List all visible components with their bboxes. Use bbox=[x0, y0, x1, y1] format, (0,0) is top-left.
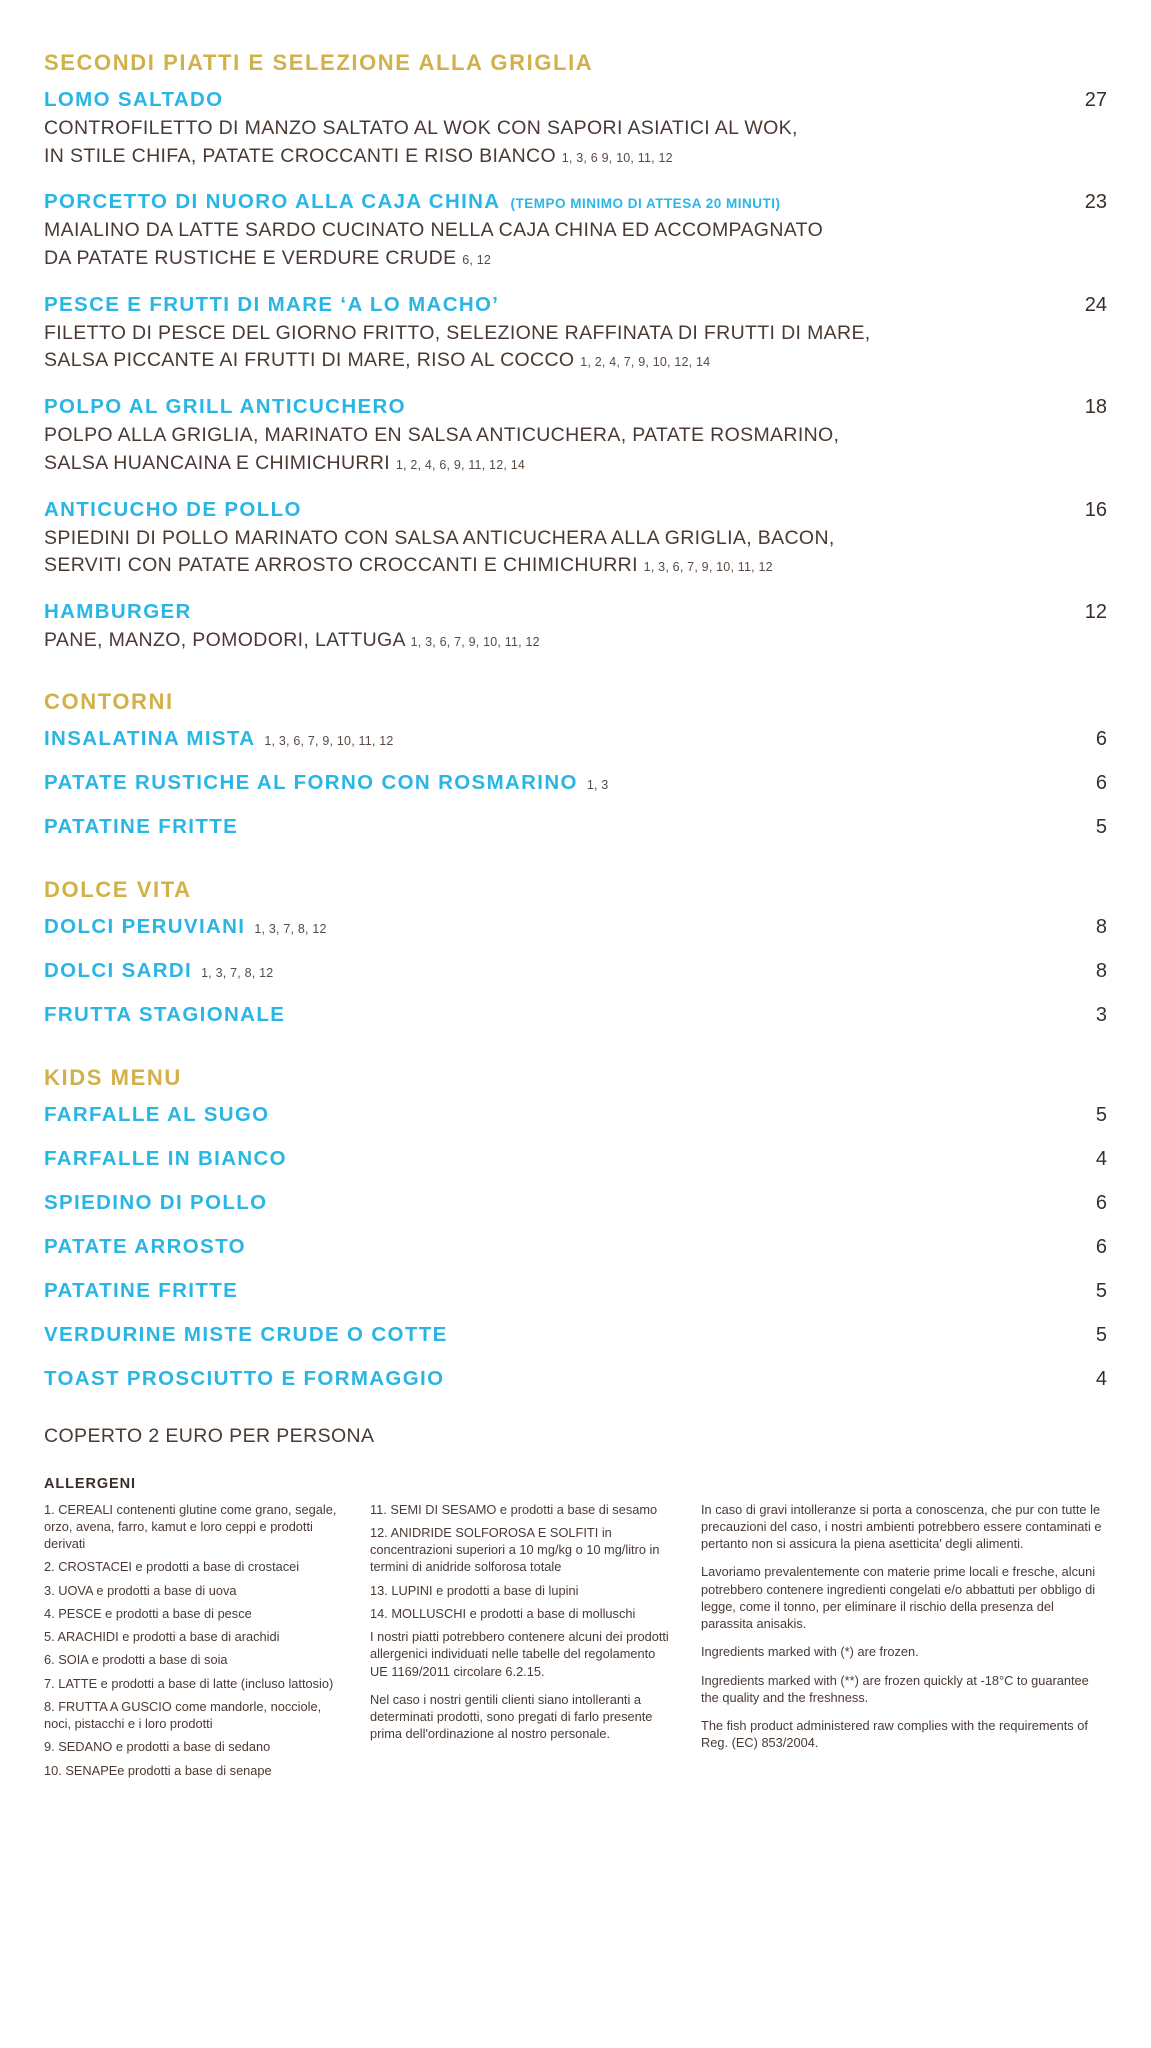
dish-headline bbox=[44, 395, 1107, 419]
section-heading-kids-menu: KIDS MENU bbox=[44, 1064, 182, 1090]
dish-headline bbox=[44, 498, 1107, 522]
allergen-entry: 11. SEMI DI SESAMO e prodotti a base di sesamo bbox=[370, 1501, 658, 1517]
menu-row-left bbox=[44, 915, 327, 939]
dish-allergens: 1, 3, 6 9, 10, 11, 12 bbox=[561, 150, 673, 165]
dish-price: 18 bbox=[1084, 396, 1107, 419]
dish-item bbox=[44, 600, 1107, 655]
menu-item-name: PATATINE FRITTE bbox=[44, 814, 239, 838]
menu-item-name: INSALATINA MISTA bbox=[44, 726, 256, 750]
dish-description-line: PANE, MANZO, POMODORI, LATTUGA bbox=[44, 628, 405, 651]
allergeni-note: I nostri piatti potrebbero contenere alcuni dei prodotti allergenici individuati nelle tabelle del regolamento UE 1169/2011 circolare 6.2.15. bbox=[370, 1629, 669, 1679]
dish-item bbox=[44, 498, 1107, 580]
menu-row bbox=[44, 1367, 1107, 1391]
menu-item-name: PATATE ARROSTO bbox=[44, 1234, 246, 1258]
menu-item-price: 5 bbox=[1095, 1279, 1107, 1302]
allergeni-note: The fish product administered raw complies with the requirements of Reg. (EC) 853/2004. bbox=[701, 1718, 1088, 1751]
section-heading-dolce-vita: DOLCE VITA bbox=[44, 876, 192, 902]
menu-item-price: 4 bbox=[1095, 1147, 1107, 1170]
menu-row bbox=[44, 959, 1107, 983]
dish-description bbox=[44, 525, 1044, 580]
dish-title: PESCE E FRUTTI DI MARE ‘A LO MACHO’ bbox=[44, 292, 500, 316]
menu-item-price: 8 bbox=[1095, 915, 1107, 938]
menu-row bbox=[44, 1003, 1107, 1027]
allergeni-column-3 bbox=[701, 1501, 1107, 1752]
allergen-entry: 3. UOVA e prodotti a base di uova bbox=[44, 1582, 237, 1598]
menu-row bbox=[44, 815, 1107, 839]
dish-description-line: FILETTO DI PESCE DEL GIORNO FRITTO, SELEZIONE RAFFINATA DI FRUTTI DI MARE, bbox=[44, 321, 871, 344]
menu-row bbox=[44, 1323, 1107, 1347]
menu-row-left bbox=[44, 1323, 457, 1347]
section-heading-contorni: CONTORNI bbox=[44, 688, 174, 714]
allergen-entry: 6. SOIA e prodotti a base di soia bbox=[44, 1652, 228, 1668]
dish-title: POLPO AL GRILL ANTICUCHERO bbox=[44, 395, 406, 419]
menu-item-price: 6 bbox=[1095, 727, 1107, 750]
menu-item-allergens: 1, 3, 7, 8, 12 bbox=[201, 965, 274, 980]
menu-row-left bbox=[44, 727, 394, 751]
allergen-entry: 2. CROSTACEI e prodotti a base di crostacei bbox=[44, 1559, 300, 1575]
menu-row bbox=[44, 915, 1107, 939]
allergeni-note: Ingredients marked with (*) are frozen. bbox=[701, 1644, 919, 1660]
allergen-entry: 12. ANIDRIDE SOLFOROSA E SOLFITI in concentrazioni superiori a 10 mg/kg o 10 mg/litro in termini di anidride solforosa totale bbox=[370, 1524, 660, 1575]
dish-title-wrap bbox=[44, 190, 1063, 214]
dish-description bbox=[44, 217, 1044, 272]
dish-title: ANTICUCHO DE POLLO bbox=[44, 497, 302, 521]
menu-row bbox=[44, 1279, 1107, 1303]
allergeni-note: Nel caso i nostri gentili clienti siano intolleranti a determinati prodotti, sono pregati di farlo presente prima dell'ordinazione al nostro personale. bbox=[370, 1691, 653, 1742]
dish-allergens: 1, 3, 6, 7, 9, 10, 11, 12 bbox=[410, 634, 540, 649]
dish-item bbox=[44, 190, 1107, 272]
menu-item-price: 4 bbox=[1095, 1367, 1107, 1390]
allergeni-column-2 bbox=[370, 1501, 675, 1743]
menu-item-name: VERDURINE MISTE CRUDE O COTTE bbox=[44, 1322, 448, 1346]
menu-item-name: PATATE RUSTICHE AL FORNO CON ROSMARINO bbox=[44, 770, 578, 794]
dish-wait-time-note: (TEMPO MINIMO DI ATTESA 20 MINUTI) bbox=[510, 196, 781, 212]
menu-row-left bbox=[44, 1191, 276, 1215]
allergen-entry: 4. PESCE e prodotti a base di pesce bbox=[44, 1605, 252, 1621]
coperto-notice: COPERTO 2 EURO PER PERSONA bbox=[44, 1424, 375, 1447]
menu-row-left bbox=[44, 1147, 296, 1171]
dish-headline bbox=[44, 293, 1107, 317]
allergen-entry: 7. LATTE e prodotti a base di latte (incluso lattosio) bbox=[44, 1675, 334, 1691]
menu-item-name: DOLCI SARDI bbox=[44, 958, 193, 982]
dish-price: 27 bbox=[1084, 89, 1107, 111]
menu-item-name: FRUTTA STAGIONALE bbox=[44, 1002, 286, 1026]
dish-allergens: 6, 12 bbox=[462, 253, 492, 268]
dish-description-line: SPIEDINI DI POLLO MARINATO CON SALSA ANTICUCHERA ALLA GRIGLIA, BACON, bbox=[44, 526, 835, 549]
allergeni-note: Ingredients marked with (**) are frozen quickly at -18°C to guarantee the quality and the freshness. bbox=[701, 1672, 1089, 1705]
dish-item bbox=[44, 293, 1107, 375]
menu-item-name: FARFALLE IN BIANCO bbox=[44, 1146, 287, 1170]
allergen-entry: 13. LUPINI e prodotti a base di lupini bbox=[370, 1582, 579, 1598]
menu-item-price: 6 bbox=[1095, 771, 1107, 794]
dish-description-line: POLPO ALLA GRIGLIA, MARINATO EN SALSA ANTICUCHERA, PATATE ROSMARINO, bbox=[44, 424, 840, 447]
menu-row bbox=[44, 1191, 1107, 1215]
allergen-entry: 9. SEDANO e prodotti a base di sedano bbox=[44, 1739, 271, 1755]
allergeni-note: Lavoriamo prevalentemente con materie prime locali e fresche, alcuni potrebbero contenere ingredienti congelati e/o abbattuti per obbligo di legge, come il tonno, per eliminare il rischio della presenza del parassita anisakis. bbox=[701, 1564, 1096, 1632]
allergen-entry: 5. ARACHIDI e prodotti a base di arachidi bbox=[44, 1629, 280, 1645]
dish-allergens: 1, 3, 6, 7, 9, 10, 11, 12 bbox=[643, 560, 773, 575]
dish-price: 12 bbox=[1084, 600, 1107, 623]
dish-title: PORCETTO DI NUORO ALLA CAJA CHINA bbox=[44, 190, 501, 214]
allergen-entry: 1. CEREALI contenenti glutine come grano, segale, orzo, avena, farro, kamut e loro ceppi e prodotti derivati bbox=[44, 1501, 337, 1552]
dish-headline bbox=[44, 600, 1107, 624]
menu-row bbox=[44, 1147, 1107, 1171]
menu-row-left bbox=[44, 1003, 294, 1027]
dish-allergens: 1, 2, 4, 6, 9, 11, 12, 14 bbox=[395, 457, 526, 472]
dish-description bbox=[44, 627, 1044, 655]
dish-title-wrap bbox=[44, 88, 1063, 112]
menu-item-price: 3 bbox=[1095, 1003, 1107, 1026]
menu-row-left bbox=[44, 1103, 278, 1127]
menu-row-left bbox=[44, 1367, 453, 1391]
allergeni-column-1 bbox=[44, 1501, 344, 1785]
dish-title-wrap bbox=[44, 600, 1063, 624]
menu-item-allergens: 1, 3 bbox=[586, 777, 609, 792]
menu-item-name: FARFALLE AL SUGO bbox=[44, 1102, 270, 1126]
menu-row bbox=[44, 1103, 1107, 1127]
dish-headline bbox=[44, 190, 1107, 214]
dish-title: HAMBURGER bbox=[44, 599, 192, 623]
allergen-entry: 14. MOLLUSCHI e prodotti a base di molluschi bbox=[370, 1605, 636, 1621]
menu-row bbox=[44, 727, 1107, 751]
dish-price: 24 bbox=[1084, 293, 1107, 316]
dish-price: 23 bbox=[1084, 191, 1107, 214]
allergen-entry: 10. SENAPEe prodotti a base di senape bbox=[44, 1762, 272, 1778]
menu-item-price: 5 bbox=[1095, 1103, 1107, 1126]
menu-row-left bbox=[44, 1279, 247, 1303]
menu-row-left bbox=[44, 815, 247, 839]
menu-item-price: 6 bbox=[1095, 1191, 1107, 1214]
menu-item-price: 5 bbox=[1095, 1323, 1107, 1346]
dish-allergens: 1, 2, 4, 7, 9, 10, 12, 14 bbox=[580, 355, 711, 370]
section-heading-secondi: SECONDI PIATTI E SELEZIONE ALLA GRIGLIA bbox=[44, 50, 594, 75]
menu-row bbox=[44, 771, 1107, 795]
menu-item-name: SPIEDINO DI POLLO bbox=[44, 1190, 268, 1214]
dish-description-line: SALSA HUANCAINA E CHIMICHURRI bbox=[44, 451, 391, 474]
menu-item-name: TOAST PROSCIUTTO E FORMAGGIO bbox=[44, 1366, 445, 1390]
dish-description bbox=[44, 422, 1044, 477]
menu-item-price: 5 bbox=[1095, 815, 1107, 838]
dish-title-wrap bbox=[44, 293, 1063, 317]
menu-row-left bbox=[44, 1235, 255, 1259]
dish-item bbox=[44, 395, 1107, 477]
dish-description bbox=[44, 320, 1044, 375]
dish-description-line: SERVITI CON PATATE ARROSTO CROCCANTI E CHIMICHURRI bbox=[44, 554, 638, 577]
menu-item-allergens: 1, 3, 7, 8, 12 bbox=[254, 921, 327, 936]
menu-row bbox=[44, 1235, 1107, 1259]
dish-title: LOMO SALTADO bbox=[44, 88, 224, 111]
dish-title-wrap bbox=[44, 498, 1063, 522]
menu-item-price: 6 bbox=[1095, 1235, 1107, 1258]
dish-description-line: CONTROFILETTO DI MANZO SALTATO AL WOK CON SAPORI ASIATICI AL WOK, bbox=[44, 117, 798, 139]
dish-description-line: IN STILE CHIFA, PATATE CROCCANTI E RISO BIANCO bbox=[44, 144, 556, 167]
dish-description-line: SALSA PICCANTE AI FRUTTI DI MARE, RISO AL COCCO bbox=[44, 349, 575, 372]
dish-title-wrap bbox=[44, 395, 1063, 419]
dish-price: 16 bbox=[1084, 498, 1107, 521]
dish-description bbox=[44, 115, 1044, 170]
allergeni-heading: ALLERGENI bbox=[44, 1475, 136, 1492]
allergeni-note: In caso di gravi intolleranze si porta a conoscenza, che pur con tutte le precauzioni del caso, i nostri ambienti potrebbero essere contaminati e pertanto non si assicura la piena asetticita' degli alimenti. bbox=[701, 1501, 1102, 1552]
dish-description-line: MAIALINO DA LATTE SARDO CUCINATO NELLA CAJA CHINA ED ACCOMPAGNATO bbox=[44, 219, 824, 242]
allergeni-columns bbox=[44, 1501, 1107, 1785]
menu-row-left bbox=[44, 959, 273, 983]
menu-item-price: 8 bbox=[1095, 959, 1107, 982]
menu-item-allergens: 1, 3, 6, 7, 9, 10, 11, 12 bbox=[264, 733, 394, 748]
dish-description-line: DA PATATE RUSTICHE E VERDURE CRUDE bbox=[44, 247, 457, 270]
menu-row-left bbox=[44, 771, 608, 795]
dish-item bbox=[44, 88, 1107, 170]
allergen-entry: 8. FRUTTA A GUSCIO come mandorle, nocciole, noci, pistacchi e i loro prodotti bbox=[44, 1698, 322, 1732]
menu-item-name: DOLCI PERUVIANI bbox=[44, 914, 246, 938]
dish-headline bbox=[44, 88, 1107, 112]
menu-item-name: PATATINE FRITTE bbox=[44, 1278, 239, 1302]
